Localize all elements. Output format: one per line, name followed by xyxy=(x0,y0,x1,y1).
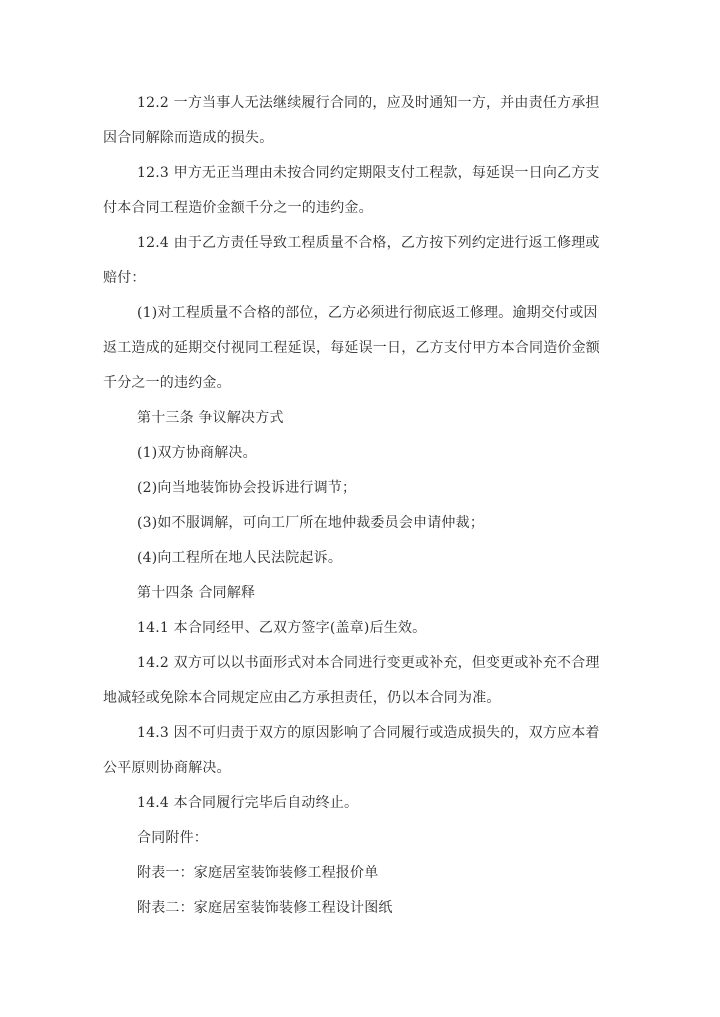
text-line: (4)向工程所在地人民法院起诉。 xyxy=(137,550,343,566)
text-line: 附表一：家庭居室装饰装修工程报价单 xyxy=(137,865,379,881)
text-line: 12.4 由于乙方责任导致工程质量不合格，乙方按下列约定进行返工修理或 xyxy=(137,235,600,251)
text-line: 14.1 本合同经甲、乙双方签字(盖章)后生效。 xyxy=(137,620,427,636)
text-line: 第十三条 争议解决方式 xyxy=(137,410,284,426)
attachment-item-2 xyxy=(103,891,623,926)
text-line: (2)向当地装饰协会投诉进行调节； xyxy=(137,480,357,496)
article-13-item-1 xyxy=(103,436,623,471)
clause-12-2 xyxy=(103,86,623,156)
text-line: 返工造成的延期交付视同工程延误，每延误一日，乙方支付甲方本合同造价金额 xyxy=(103,340,600,356)
article-14-heading xyxy=(103,576,623,611)
text-line: (1)双方协商解决。 xyxy=(137,445,257,461)
clause-14-1 xyxy=(103,611,623,646)
text-line: (1)对工程质量不合格的部位，乙方必须进行彻底返工修理。逾期交付或因 xyxy=(137,305,598,321)
text-line: 12.2 一方当事人无法继续履行合同的，应及时通知一方，并由责任方承担 xyxy=(137,95,600,111)
text-line: 14.3 因不可归责于双方的原因影响了合同履行或造成损失的，双方应本着 xyxy=(137,725,600,741)
article-13-heading xyxy=(103,401,623,436)
article-13-item-4 xyxy=(103,541,623,576)
clause-14-2 xyxy=(103,646,623,716)
attachment-item-1 xyxy=(103,856,623,891)
text-line: 14.2 双方可以以书面形式对本合同进行变更或补充，但变更或补充不合理 xyxy=(137,655,600,671)
document-body xyxy=(103,86,623,926)
text-line: 公平原则协商解决。 xyxy=(103,760,231,776)
article-13-item-3 xyxy=(103,506,623,541)
text-line: 附表二：家庭居室装饰装修工程设计图纸 xyxy=(137,900,393,916)
clause-14-3 xyxy=(103,716,623,786)
text-line: 合同附件： xyxy=(137,830,208,846)
text-line: 千分之一的违约金。 xyxy=(103,375,231,391)
text-line: 因合同解除而造成的损失。 xyxy=(103,130,274,146)
clause-12-4 xyxy=(103,226,623,296)
text-line: (3)如不服调解，可向工厂所在地仲裁委员会申请仲裁； xyxy=(137,515,485,531)
text-line: 第十四条 合同解释 xyxy=(137,585,256,601)
clause-14-4 xyxy=(103,786,623,821)
attachments-heading xyxy=(103,821,623,856)
text-line: 14.4 本合同履行完毕后自动终止。 xyxy=(137,795,359,811)
clause-12-3 xyxy=(103,156,623,226)
text-line: 12.3 甲方无正当理由未按合同约定期限支付工程款，每延误一日向乙方支 xyxy=(137,165,600,181)
text-line: 赔付： xyxy=(103,270,146,286)
text-line: 付本合同工程造价金额千分之一的违约金。 xyxy=(103,200,373,216)
article-13-item-2 xyxy=(103,471,623,506)
text-line: 地减轻或免除本合同规定应由乙方承担责任，仍以本合同为准。 xyxy=(103,690,501,706)
clause-12-4-item-1 xyxy=(103,296,623,401)
